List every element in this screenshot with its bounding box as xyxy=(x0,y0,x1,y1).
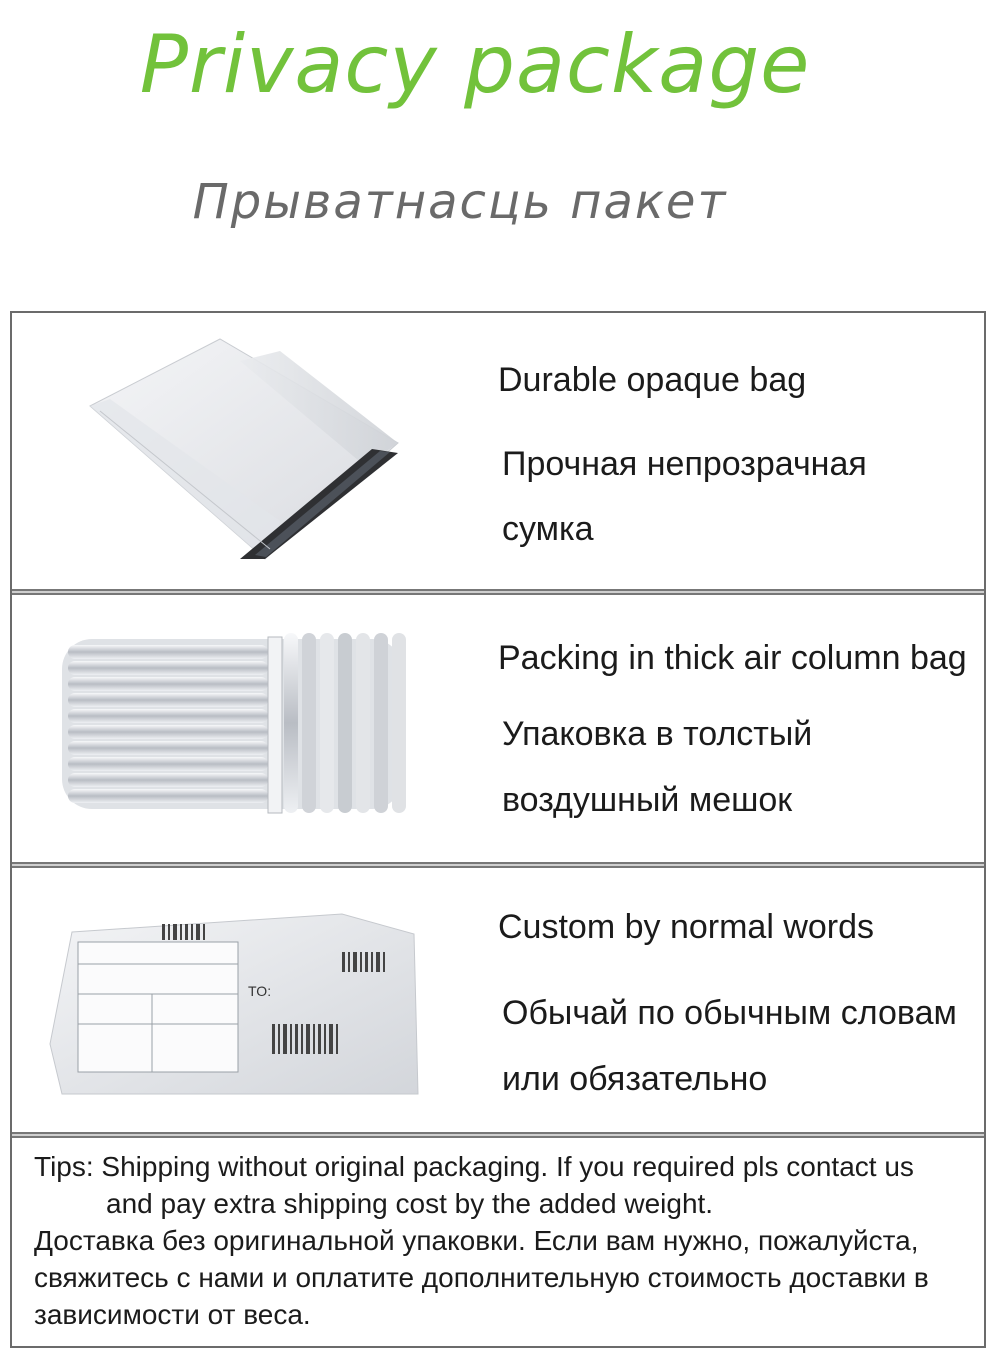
row-label-ru-cont: воздушный мешок xyxy=(502,781,793,819)
opaque-mailer-bag-icon xyxy=(80,331,410,561)
row-air-column-bag xyxy=(12,593,984,866)
page-title: Privacy package xyxy=(139,18,811,111)
tips-line: and pay extra shipping cost by the added weight. xyxy=(106,1188,714,1219)
row-custom-parcel xyxy=(12,866,984,1136)
tips-text xyxy=(34,1148,974,1333)
row-opaque-bag xyxy=(12,313,984,593)
page-subtitle: Прыватнасць пакет xyxy=(192,174,728,230)
row-label-ru: Обычай по обычным словам xyxy=(502,994,957,1032)
row-label-ru-cont: сумка xyxy=(502,510,594,548)
packaging-table xyxy=(10,311,986,1348)
row-label-en: Packing in thick air column bag xyxy=(498,639,967,677)
air-column-bag-icon xyxy=(52,619,412,829)
row-label-ru: Упаковка в толстый xyxy=(502,715,813,753)
parcel-to-label: TO: xyxy=(248,983,272,999)
tips-section xyxy=(12,1136,984,1346)
row-label-ru: Прочная непрозрачная xyxy=(502,445,867,483)
row-label-en: Durable opaque bag xyxy=(498,361,807,399)
tips-line: Tips: Shipping without original packaging. If you required pls contact us xyxy=(34,1151,914,1182)
row-label-ru-cont: или обязательно xyxy=(502,1060,768,1098)
tips-line: свяжитесь с нами и оплатите дополнительную стоимость доставки в xyxy=(34,1262,929,1293)
shipping-parcel-icon xyxy=(42,894,426,1114)
tips-line: Доставка без оригинальной упаковки. Если вам нужно, пожалуйста, xyxy=(34,1225,919,1256)
tips-line: зависимости от веса. xyxy=(34,1299,311,1330)
row-label-en: Custom by normal words xyxy=(498,908,875,946)
